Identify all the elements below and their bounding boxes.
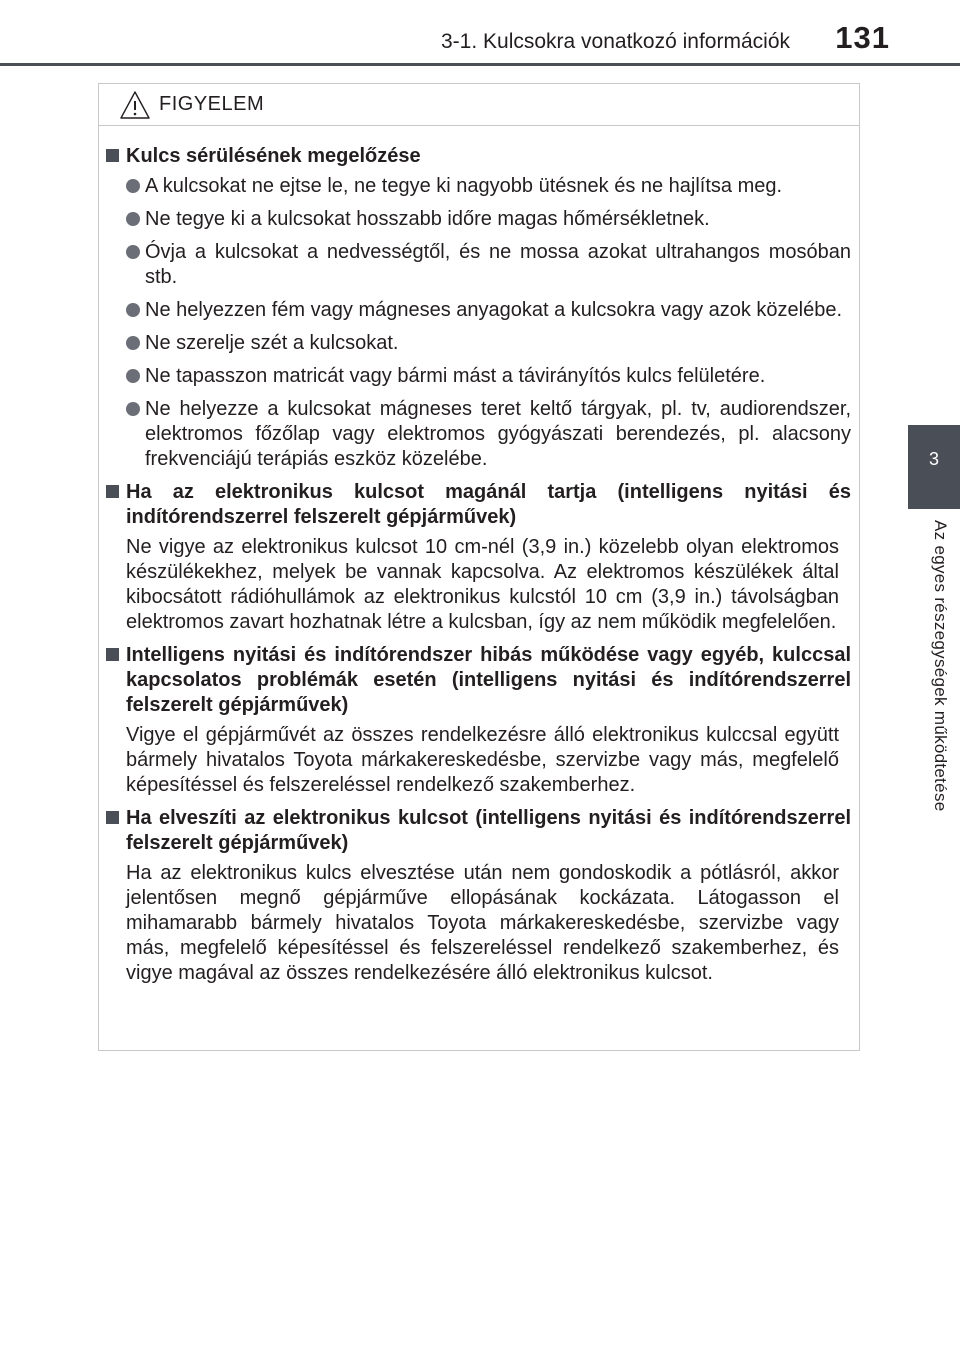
list-item: Óvja a kulcsokat a nedvességtől, és ne mossa azokat ultrahangos mosóban stb. — [106, 240, 851, 290]
section-heading: Intelligens nyitási és indítórendszer hibás működése vagy egyéb, kulccsal kapcsolatos problémák esetén (intelligens nyitási és indítórendszerrel felszerelt gépjárművek) — [106, 643, 851, 718]
section-key-damage — [106, 144, 851, 472]
page-header — [0, 0, 960, 70]
list-item: A kulcsokat ne ejtse le, ne tegye ki nagyobb ütésnek és ne hajlítsa meg. — [106, 174, 851, 199]
list-item: Ne szerelje szét a kulcsokat. — [106, 331, 851, 356]
section-lost-key — [106, 806, 851, 986]
section-carrying-key — [106, 480, 851, 635]
warning-box — [98, 83, 860, 1051]
list-item: Ne tegye ki a kulcsokat hosszabb időre magas hőmérsékletnek. — [106, 207, 851, 232]
circle-bullet-icon — [126, 245, 140, 259]
section-body: Ne vigye az elektronikus kulcsot 10 cm-nél (3,9 in.) közelebb olyan elektromos készülékekhez, melyek be vannak kapcsolva. Az elektromos készülékek által kibocsátott rádióhullámok az elektronikus kulcstól 10 cm (3,9 in.) távolságban elektromos zavart hozhatnak létre a kulcsban, így az nem működik megfelelően. — [126, 536, 839, 633]
square-bullet-icon — [106, 149, 119, 162]
circle-bullet-icon — [126, 402, 140, 416]
square-bullet-icon — [106, 811, 119, 824]
header-divider — [0, 63, 960, 66]
circle-bullet-icon — [126, 212, 140, 226]
circle-bullet-icon — [126, 336, 140, 350]
section-body: Ha az elektronikus kulcs elvesztése után nem gondoskodik a pótlásról, akkor jelentősen megnő gépjárműve ellopásának kockázata. Látogasson el mihamarabb bármely hivatalos Toyota márkakereskedésbe, szervizbe vagy más, megfelelő képesítéssel és felszereléssel rendelkező szakemberhez, és vigye magával az összes rendelkezésére álló elektronikus kulcsot. — [126, 862, 839, 984]
square-bullet-icon — [106, 648, 119, 661]
page-number: 131 — [835, 20, 890, 55]
section-heading: Ha elveszíti az elektronikus kulcsot (intelligens nyitási és indítórendszerrel felszerelt gépjárművek) — [106, 806, 851, 856]
chapter-tab — [908, 425, 960, 509]
warning-header — [99, 84, 859, 126]
warning-triangle-icon — [119, 90, 151, 120]
warning-content — [99, 126, 859, 986]
circle-bullet-icon — [126, 179, 140, 193]
list-item: Ne helyezzen fém vagy mágneses anyagokat a kulcsokra vagy azok közelébe. — [106, 298, 851, 323]
list-item: Ne tapasszon matricát vagy bármi mást a távirányítós kulcs felületére. — [106, 364, 851, 389]
section-heading: Ha az elektronikus kulcsot magánál tartja (intelligens nyitási és indítórendszerrel felszerelt gépjárművek) — [106, 480, 851, 530]
warning-title: FIGYELEM — [159, 93, 265, 115]
circle-bullet-icon — [126, 303, 140, 317]
section-heading: Kulcs sérülésének megelőzése — [106, 144, 851, 169]
section-body: Vigye el gépjárművét az összes rendelkezésre álló elektronikus kulccsal együtt bármely hivatalos Toyota márkakereskedésbe, szervizbe vagy más, megfelelő képesítéssel és felszereléssel rendelkező szakemberhez. — [126, 724, 839, 796]
bullet-list — [106, 174, 851, 472]
chapter-number: 3 — [928, 449, 939, 469]
list-item: Ne helyezze a kulcsokat mágneses teret keltő tárgyak, pl. tv, audiorendszer, elektromos főzőlap vagy elektromos gyógyászati berendezés, pl. alacsony frekvenciájú terápiás eszköz közelébe. — [106, 397, 851, 472]
circle-bullet-icon — [126, 369, 140, 383]
section-title: 3-1. Kulcsokra vonatkozó információk — [441, 30, 790, 53]
square-bullet-icon — [106, 485, 119, 498]
chapter-title: Az egyes részegységek működtetése — [931, 520, 950, 812]
section-malfunction — [106, 643, 851, 798]
